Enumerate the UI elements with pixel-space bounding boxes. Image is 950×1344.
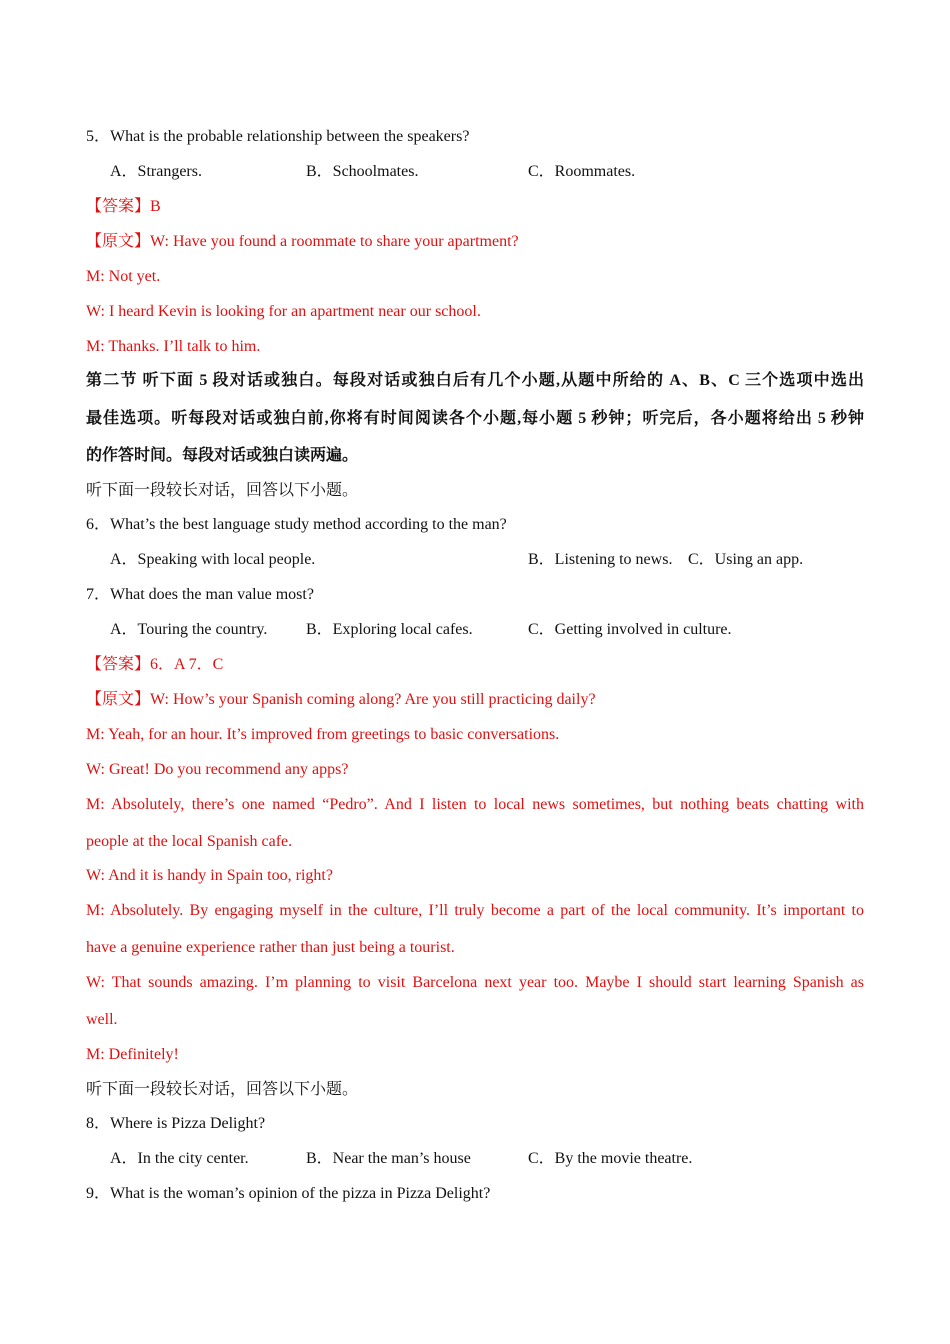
- q6-7-transcript-line: M: Definitely!: [86, 1046, 179, 1063]
- q5-transcript-line: 【原文】W: Have you found a roommate to share your apartment?: [86, 233, 519, 250]
- dialogue-intro: 听下面一段较长对话，回答以下小题。: [86, 482, 359, 499]
- section-2-instructions: 第二节 听下面 5 段对话或独白。每段对话或独白后有几个小题,从题中所给的 A、B、C 三个选项中选出: [86, 372, 864, 389]
- q5-transcript-line: M: Thanks. I’ll talk to him.: [86, 338, 261, 355]
- q6-option-c: C．Using an app.: [688, 551, 804, 568]
- q5-transcript-line: W: I heard Kevin is looking for an apartment near our school.: [86, 303, 481, 320]
- q6-7-transcript-line: have a genuine experience rather than just being a tourist.: [86, 939, 455, 956]
- question-7: 7．What does the man value most?: [86, 586, 314, 603]
- question-6: 6．What’s the best language study method according to the man?: [86, 516, 507, 533]
- section-2-instructions: 最佳选项。听每段对话或独白前,你将有时间阅读各个小题,每小题 5 秒钟；听完后，各小题将给出 5 秒钟: [86, 410, 864, 427]
- q5-option-a: A．Strangers.: [110, 163, 202, 180]
- q7-option-c: C．Getting involved in culture.: [528, 621, 732, 638]
- q6-7-transcript-line: 【原文】W: How’s your Spanish coming along? Are you still practicing daily?: [86, 691, 596, 708]
- q6-7-transcript-line: W: Great! Do you recommend any apps?: [86, 761, 349, 778]
- q5-option-c: C．Roommates.: [528, 163, 636, 180]
- q5-option-b: B．Schoolmates.: [306, 163, 419, 180]
- dialogue-intro: 听下面一段较长对话，回答以下小题。: [86, 1081, 359, 1098]
- q6-7-transcript-line: M: Absolutely. By engaging myself in the culture, I’ll truly become a part of the local community. It’s important to: [86, 902, 864, 919]
- q6-7-transcript-line: people at the local Spanish cafe.: [86, 833, 293, 850]
- q6-option-a: A．Speaking with local people.: [110, 551, 316, 568]
- question-5: 5．What is the probable relationship between the speakers?: [86, 128, 470, 145]
- q5-answer: 【答案】B: [86, 198, 161, 215]
- q5-transcript-line: M: Not yet.: [86, 268, 161, 285]
- q6-7-transcript-line: well.: [86, 1011, 118, 1028]
- question-9: 9．What is the woman’s opinion of the pizza in Pizza Delight?: [86, 1185, 491, 1202]
- q6-7-transcript-line: M: Yeah, for an hour. It’s improved from greetings to basic conversations.: [86, 726, 560, 743]
- q6-7-transcript-line: W: And it is handy in Spain too, right?: [86, 867, 333, 884]
- q6-7-transcript-line: W: That sounds amazing. I’m planning to visit Barcelona next year too. Maybe I should start learning Spanish as: [86, 974, 864, 991]
- q6-option-b: B．Listening to news.: [528, 551, 673, 568]
- q7-option-b: B．Exploring local cafes.: [306, 621, 473, 638]
- q8-option-a: A．In the city center.: [110, 1150, 249, 1167]
- q6-7-answer: 【答案】6．A 7．C: [86, 656, 224, 673]
- section-2-instructions: 的作答时间。每段对话或独白读两遍。: [86, 447, 359, 464]
- q8-option-c: C．By the movie theatre.: [528, 1150, 693, 1167]
- q6-7-transcript-line: M: Absolutely, there’s one named “Pedro”. And I listen to local news sometimes, but nothing beats chatting with: [86, 796, 864, 813]
- q8-option-b: B．Near the man’s house: [306, 1150, 471, 1167]
- question-8: 8．Where is Pizza Delight?: [86, 1115, 266, 1132]
- q7-option-a: A．Touring the country.: [110, 621, 268, 638]
